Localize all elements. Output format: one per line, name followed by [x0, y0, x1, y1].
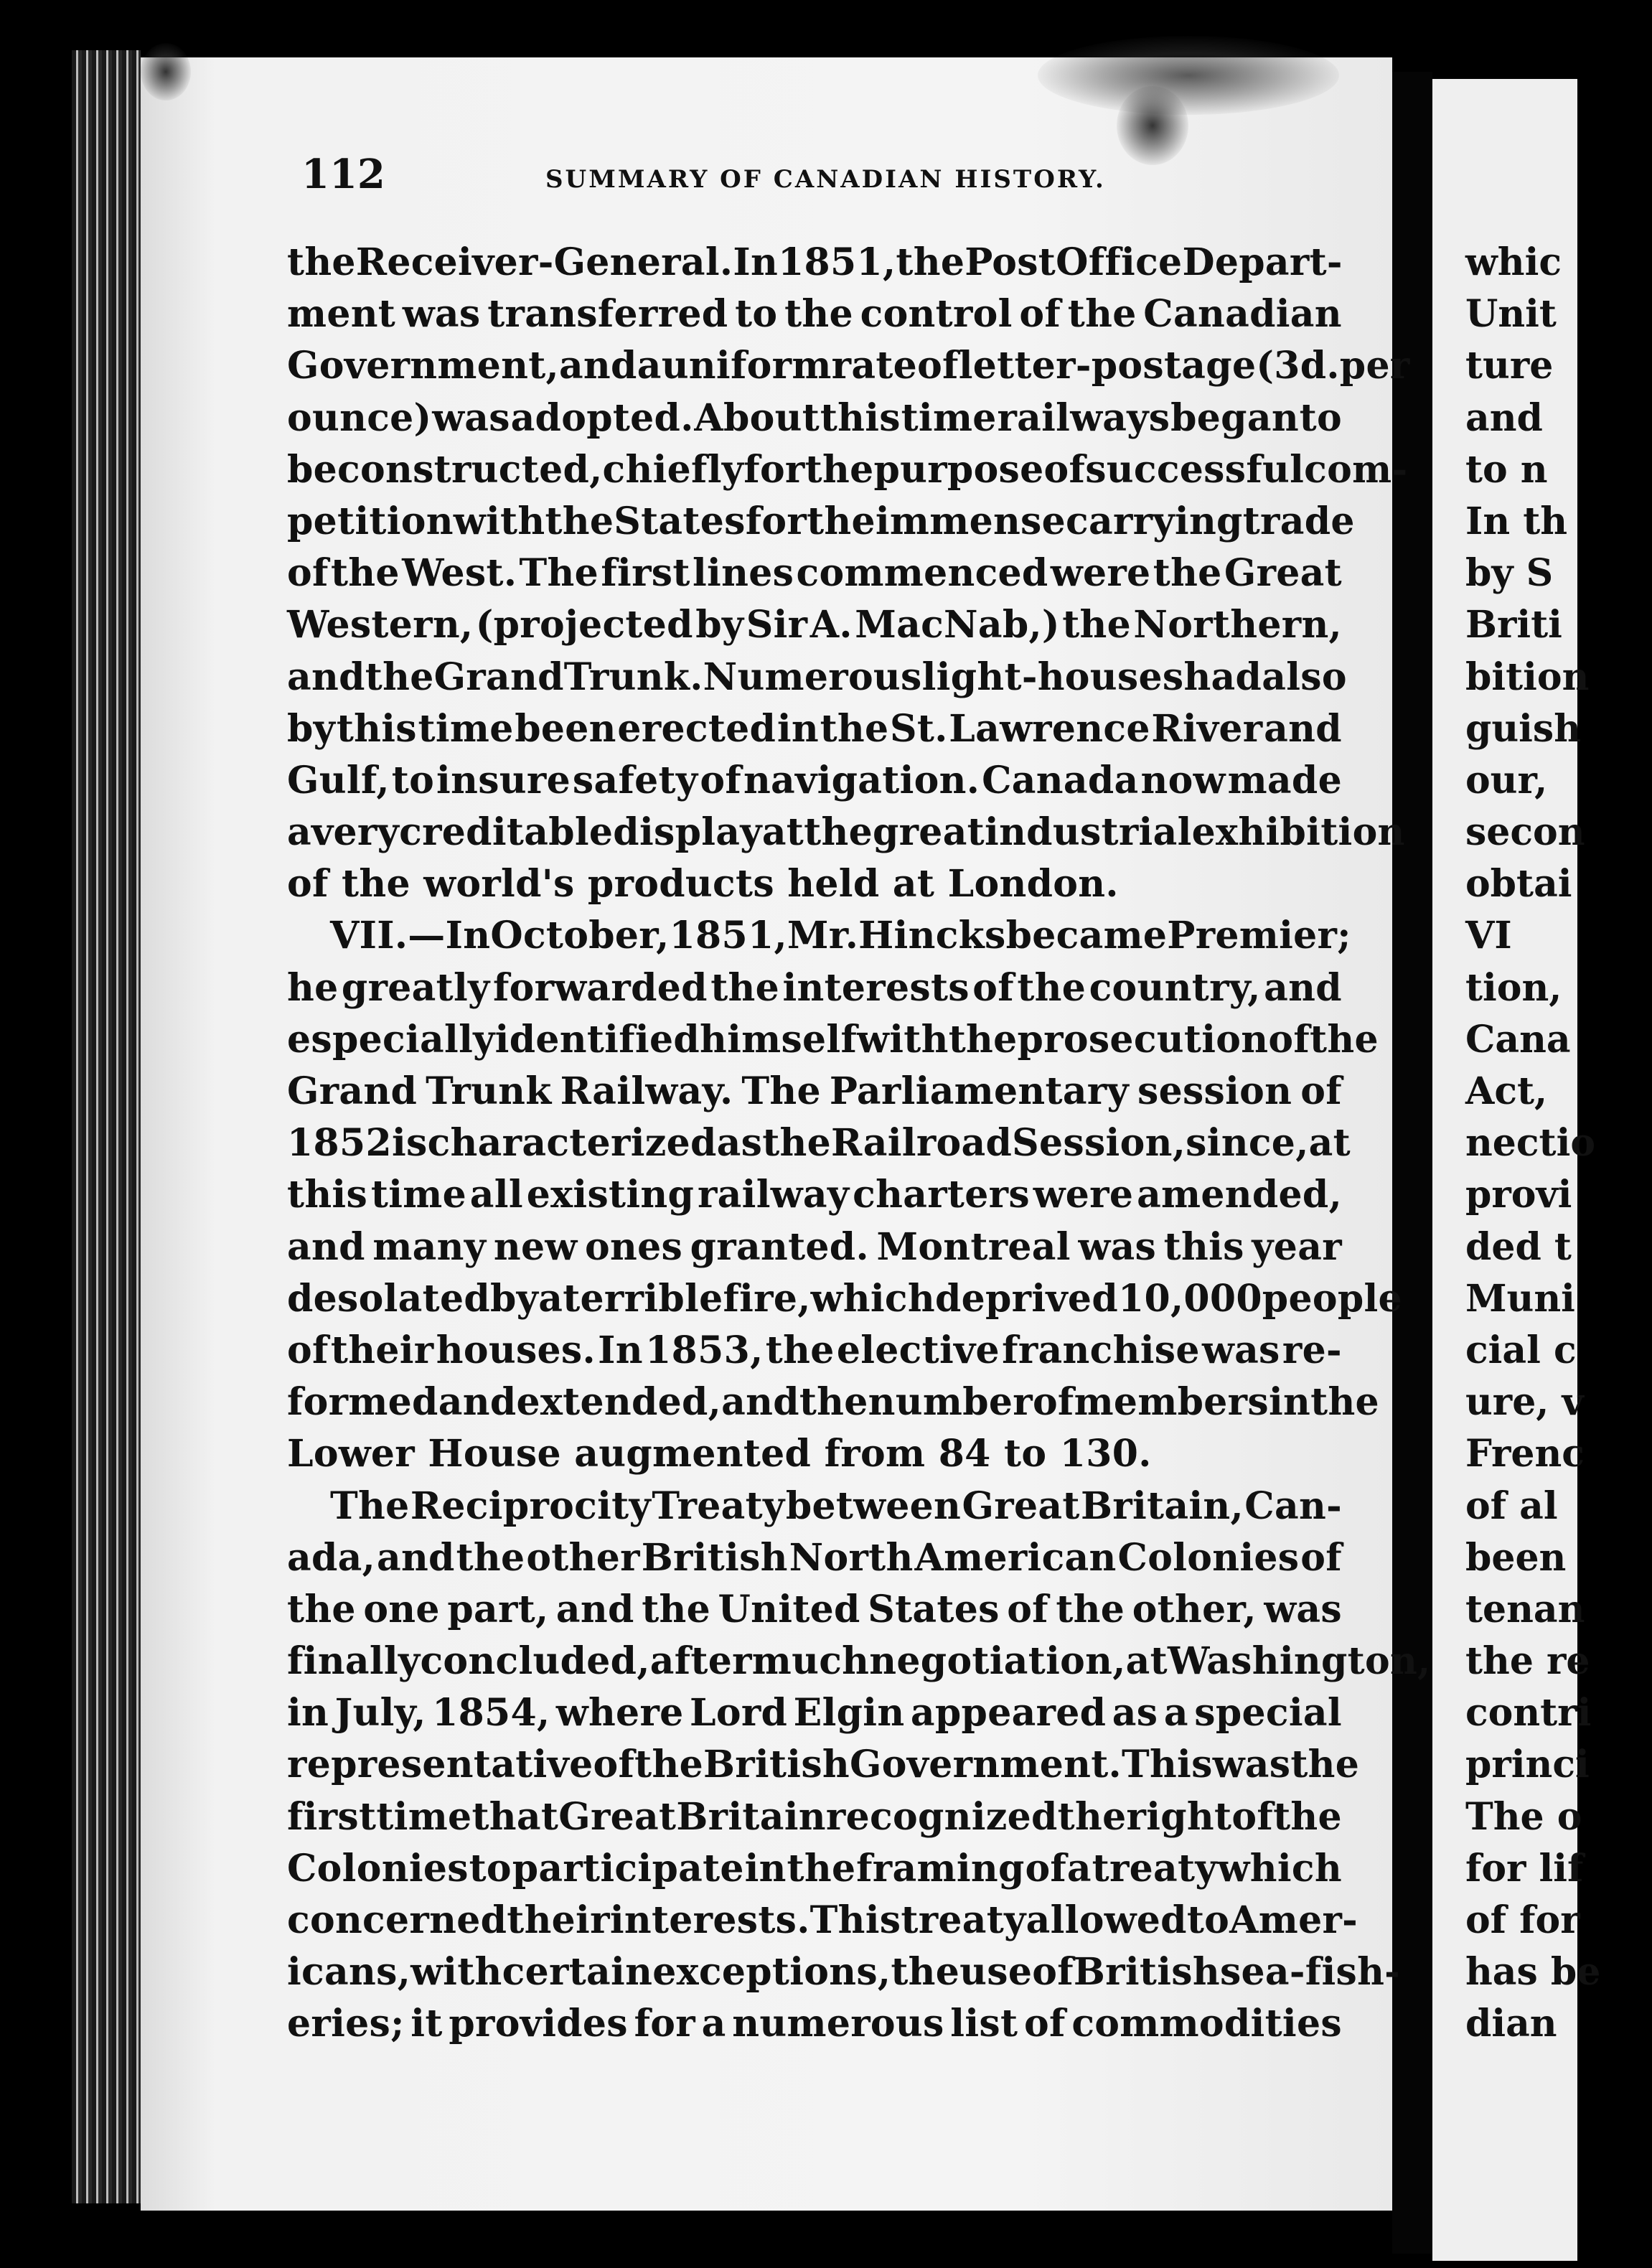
text-line: finally concluded, after much negotiation, at Washington, — [287, 1639, 1431, 1684]
facing-page-line: tion, — [1465, 965, 1562, 1010]
text-line: Gulf, to insure safety of navigation. Canada now made — [287, 758, 1342, 802]
facing-page-line: contri — [1465, 1691, 1592, 1735]
facing-page-line: Muni — [1465, 1276, 1575, 1321]
text-line: a very creditable display at the great industrial exhibition — [287, 810, 1405, 855]
facing-page-line: has be — [1465, 1950, 1601, 1995]
facing-page-line: The o — [1465, 1794, 1582, 1839]
facing-page-line: obtai — [1465, 862, 1572, 906]
facing-page-line: VI — [1465, 914, 1512, 958]
facing-page-line: In th — [1465, 499, 1568, 543]
text-line: VII.—In October, 1851, Mr. Hincks became Premier; — [330, 914, 1351, 958]
facing-page-line: cial c — [1465, 1328, 1577, 1372]
facing-page-line: and — [1465, 395, 1543, 440]
body-text — [287, 237, 1431, 2051]
text-line: icans, with certain exceptions, the use of British sea-fish- — [287, 1950, 1401, 1995]
text-line: Government, and a uniform rate of letter-postage (3d. per — [287, 344, 1410, 388]
text-line: this time all existing railway charters were amended, — [287, 1173, 1342, 1217]
page-number: 112 — [301, 151, 385, 198]
text-line: petition with the States for the immense carrying trade — [287, 499, 1355, 543]
facing-page-line: Frenc — [1465, 1432, 1585, 1476]
text-line: ada, and the other British North American Colonies of — [287, 1535, 1342, 1580]
text-line: 1852 is characterized as the Railroad Session, since, at — [287, 1121, 1351, 1166]
text-line: Western, (projected by Sir A. MacNab,) the Northern, — [287, 603, 1342, 647]
facing-page-line: whic — [1465, 240, 1562, 284]
text-line: of their houses. In 1853, the elective franchise was re- — [287, 1328, 1342, 1372]
facing-page-line: princi — [1465, 1743, 1590, 1787]
facing-page-text — [1465, 237, 1652, 2051]
text-line: desolated by a terrible fire, which deprived 10,000 people — [287, 1276, 1402, 1321]
facing-page-line: nectio — [1465, 1121, 1596, 1166]
facing-page-line: been — [1465, 1535, 1567, 1580]
text-line: ment was transferred to the control of the Canadian — [287, 292, 1342, 337]
facing-page-line: the re — [1465, 1639, 1590, 1684]
facing-page-line: of for — [1465, 1898, 1580, 1942]
page-header — [301, 151, 1335, 201]
facing-page-line: guish — [1465, 706, 1582, 751]
facing-page-line: ture — [1465, 344, 1554, 388]
facing-page-line: to n — [1465, 447, 1548, 492]
text-line: concerned their interests. This treaty allowed to Amer- — [287, 1898, 1358, 1942]
text-line: formed and extended, and the number of members in the — [287, 1380, 1379, 1425]
text-line: ounce) was adopted. About this time railways began to — [287, 395, 1342, 440]
text-line: representative of the British Government. This was the — [287, 1743, 1360, 1787]
text-line: by this time been erected in the St. Lawrence River and — [287, 706, 1342, 751]
text-line: of the West. The first lines commenced were the Great — [287, 551, 1342, 596]
facing-page-line: bition — [1465, 655, 1590, 699]
text-line: the Receiver-General. In 1851, the Post Office Depart- — [287, 240, 1343, 284]
facing-page-line: ded t — [1465, 1224, 1572, 1269]
facing-page-line: Briti — [1465, 603, 1562, 647]
facing-page-line: Act, — [1465, 1069, 1548, 1113]
ink-smudge — [141, 43, 191, 100]
facing-page-line: Unit — [1465, 292, 1557, 337]
text-line: of the world's products held at London. — [287, 862, 1119, 906]
text-line: Grand Trunk Railway. The Parliamentary session of — [287, 1069, 1342, 1113]
text-line: The Reciprocity Treaty between Great Britain, Can- — [330, 1484, 1342, 1528]
text-line: the one part, and the United States of the other, was — [287, 1587, 1342, 1631]
text-line: eries; it provides for a numerous list of commodities — [287, 2002, 1342, 2046]
facing-page-line: our, — [1465, 758, 1548, 802]
text-line: in July, 1854, where Lord Elgin appeared as a special — [287, 1691, 1342, 1735]
text-line: and many new ones granted. Montreal was this year — [287, 1224, 1342, 1269]
facing-page-line: of al — [1465, 1484, 1558, 1528]
text-line: and the Grand Trunk. Numerous light-houses had also — [287, 655, 1347, 699]
facing-page-line: secon — [1465, 810, 1585, 855]
text-line: he greatly forwarded the interests of the country, and — [287, 965, 1342, 1010]
text-line: Colonies to participate in the framing of a treaty which — [287, 1846, 1342, 1890]
page-edges — [72, 50, 141, 2203]
text-line: Lower House augmented from 84 to 130. — [287, 1432, 1152, 1476]
text-line: first time that Great Britain recognized the right of the — [287, 1794, 1342, 1839]
ink-smudge — [1038, 36, 1339, 115]
text-line: especially identified himself with the prosecution of the — [287, 1017, 1379, 1062]
facing-page-line: Cana — [1465, 1017, 1571, 1062]
facing-page-line: ure, v — [1465, 1380, 1584, 1425]
facing-page-line: dian — [1465, 2002, 1557, 2046]
facing-page-line: tenan — [1465, 1587, 1585, 1631]
facing-page-line: provi — [1465, 1173, 1572, 1217]
facing-page-line: by S — [1465, 551, 1554, 596]
facing-page-line: for lif — [1465, 1846, 1584, 1890]
running-head: SUMMARY OF CANADIAN HISTORY. — [545, 165, 1106, 194]
text-line: be constructed, chiefly for the purpose of successful com- — [287, 447, 1408, 492]
book-gutter — [1392, 72, 1432, 2254]
